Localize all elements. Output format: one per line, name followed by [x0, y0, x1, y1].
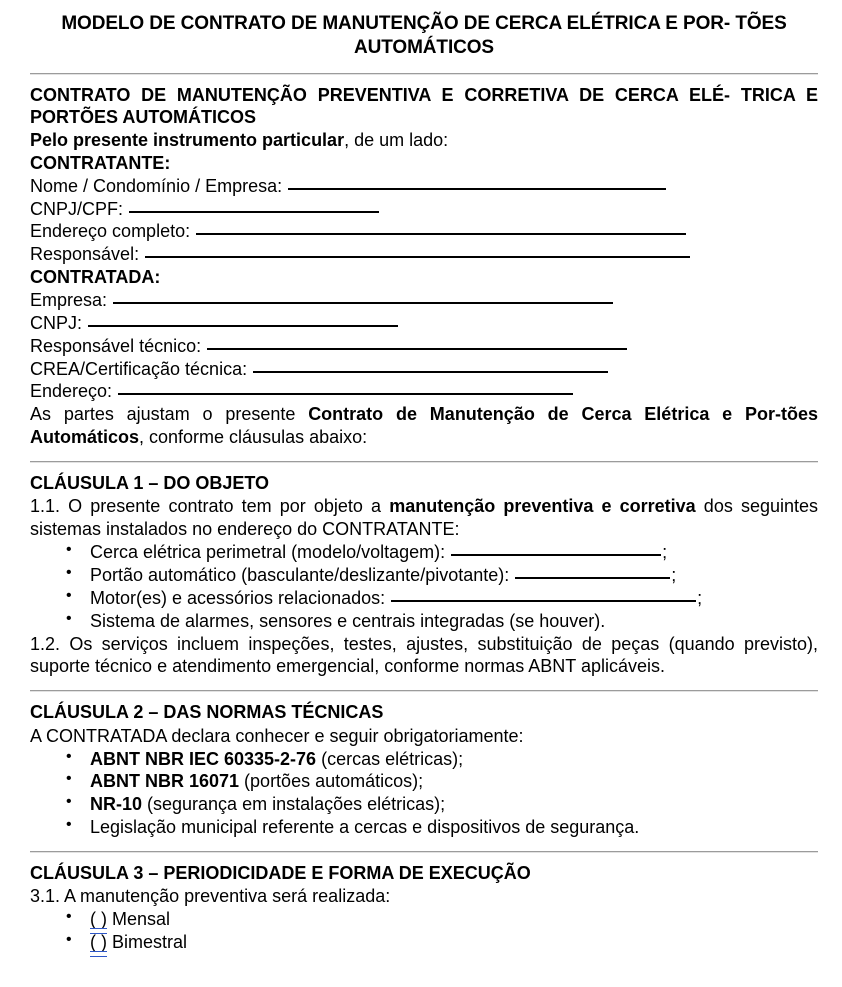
list-item	[30, 748, 818, 771]
field-blank-input[interactable]	[118, 380, 573, 395]
clause-3-heading: CLÁUSULA 3 – PERIODICIDADE E FORMA DE EXECUÇÃO	[30, 862, 531, 883]
field-label: Nome / Condomínio / Empresa:	[30, 175, 283, 196]
agreement-line-1-pre: As partes ajustam o presente	[30, 404, 309, 425]
field-blank-input[interactable]	[88, 312, 398, 327]
page-title	[30, 12, 818, 61]
list-item[interactable]	[30, 908, 818, 931]
bullet-bold: ABNT NBR 16071	[90, 771, 240, 792]
section-divider-4	[30, 851, 818, 853]
option-label: Bimestral	[107, 932, 188, 953]
bullet-suffix: ;	[662, 542, 668, 563]
field-label: CNPJ/CPF:	[30, 198, 124, 219]
contract-heading-line-2: TRICA E PORTÕES AUTOMÁTICOS	[30, 84, 818, 128]
field-crea-certificacao-tecnica[interactable]	[30, 358, 818, 381]
field-label: Endereço:	[30, 381, 113, 402]
field-label: Responsável:	[30, 244, 140, 265]
bullet-bold: ABNT NBR IEC 60335-2-76	[90, 748, 317, 769]
section-divider-2	[30, 461, 818, 463]
section-divider-3	[30, 690, 818, 692]
list-item[interactable]	[30, 931, 818, 954]
clause-1-item-1-1-post: dos seguintes sistemas instalados no endereço do CONTRATANTE:	[30, 496, 819, 540]
contratada-label	[30, 266, 818, 289]
list-item	[30, 610, 818, 633]
list-item	[30, 564, 818, 587]
contract-heading-line-1: CONTRATO DE MANUTENÇÃO PREVENTIVA E CORRETIVA DE CERCA ELÉ-	[30, 84, 731, 105]
field-blank-input[interactable]	[129, 198, 379, 213]
bullet-text: (segurança em instalações elétricas);	[142, 794, 446, 815]
clause-1-item-1-1-pre: 1.1. O presente contrato tem por objeto a	[30, 496, 390, 517]
bullet-bold: NR-10	[90, 794, 143, 815]
list-item	[30, 587, 818, 610]
bullet-text: Portão automático (basculante/deslizante/pivotante):	[90, 564, 510, 585]
page-title-line-1: MODELO DE CONTRATO DE MANUTENÇÃO DE CERCA ELÉTRICA E POR-	[61, 13, 731, 34]
clause-1-item-1-2: 1.2. Os serviços incluem inspeções, testes, ajustes, substituição de peças (quando previsto), suporte técnico e atendimento emergencial, conforme normas ABNT aplicáveis.	[30, 633, 818, 677]
preamble-rest: , de um lado:	[344, 129, 449, 150]
clause-3-option-list	[30, 908, 818, 954]
agreement-line-2-rest: , conforme cláusulas abaixo:	[139, 427, 368, 448]
list-item	[30, 793, 818, 816]
bullet-blank-input[interactable]	[515, 564, 670, 579]
field-blank-input[interactable]	[145, 243, 690, 258]
bullet-text: Motor(es) e acessórios relacionados:	[90, 587, 386, 608]
field-label: CNPJ:	[30, 312, 83, 333]
field-blank-input[interactable]	[113, 289, 613, 304]
bullet-text: Sistema de alarmes, sensores e centrais integradas (se houver).	[90, 610, 606, 631]
agreement-line-2-bold: tões Automáticos	[30, 404, 818, 448]
contratante-label-text: CONTRATANTE:	[30, 152, 171, 173]
field-cnpj[interactable]	[30, 312, 818, 335]
clause-2-bullet-list	[30, 748, 818, 839]
field-blank-input[interactable]	[288, 175, 666, 190]
clause-1-heading: CLÁUSULA 1 – DO OBJETO	[30, 473, 270, 493]
clause-1-item-1-1-bold: manutenção preventiva e corretiva	[389, 496, 696, 517]
bullet-text: Legislação municipal referente a cercas e dispositivos de segurança.	[90, 817, 640, 838]
list-item	[30, 816, 818, 839]
preamble	[30, 129, 818, 152]
document-page	[0, 12, 842, 987]
clause-2-intro: A CONTRATADA declara conhecer e seguir obrigatoriamente:	[30, 725, 524, 746]
section-divider-1	[30, 73, 818, 75]
option-label: Mensal	[107, 909, 171, 930]
contratada-label-text: CONTRATADA:	[30, 267, 161, 288]
field-endereco-completo[interactable]	[30, 220, 818, 243]
clause-3-item-3-1: 3.1. A manutenção preventiva será realizada:	[30, 886, 391, 907]
bullet-text: (cercas elétricas);	[316, 748, 464, 769]
field-blank-input[interactable]	[207, 335, 627, 350]
field-endereco[interactable]	[30, 380, 818, 403]
contract-heading	[30, 84, 818, 129]
field-cnpj-cpf[interactable]	[30, 198, 818, 221]
bullet-blank-input[interactable]	[391, 587, 696, 602]
field-responsavel-tecnico[interactable]	[30, 335, 818, 358]
agreement-paragraph	[30, 403, 818, 449]
document-body	[30, 12, 818, 954]
field-blank-input[interactable]	[196, 220, 686, 235]
list-item	[30, 541, 818, 564]
contratante-label	[30, 152, 818, 175]
bullet-text: Cerca elétrica perimetral (modelo/voltagem):	[90, 542, 446, 563]
clause-1-item-1-1	[30, 495, 818, 541]
clause-2-heading: CLÁUSULA 2 – DAS NORMAS TÉCNICAS	[30, 702, 384, 723]
checkbox-bimestral[interactable]: ( )	[90, 932, 107, 953]
field-blank-input[interactable]	[253, 358, 608, 373]
page-title-line-2: TÕES AUTOMÁTICOS	[354, 13, 787, 59]
list-item	[30, 770, 818, 793]
field-label: Empresa:	[30, 289, 108, 310]
field-label: Endereço completo:	[30, 221, 191, 242]
agreement-line-1-bold: Contrato de Manutenção de Cerca Elétrica e Por-	[308, 404, 781, 425]
bullet-suffix: ;	[697, 587, 703, 608]
clause-1-bullet-list	[30, 541, 818, 632]
field-label: CREA/Certificação técnica:	[30, 358, 248, 379]
bullet-text: (portões automáticos);	[239, 771, 424, 792]
field-nome-condominio-empresa[interactable]	[30, 175, 818, 198]
preamble-bold: Pelo presente instrumento particular	[30, 129, 345, 150]
field-empresa[interactable]	[30, 289, 818, 312]
field-label: Responsável técnico:	[30, 335, 202, 356]
field-responsavel[interactable]	[30, 243, 818, 266]
bullet-blank-input[interactable]	[451, 541, 661, 556]
bullet-suffix: ;	[671, 564, 677, 585]
checkbox-mensal[interactable]: ( )	[90, 909, 107, 930]
